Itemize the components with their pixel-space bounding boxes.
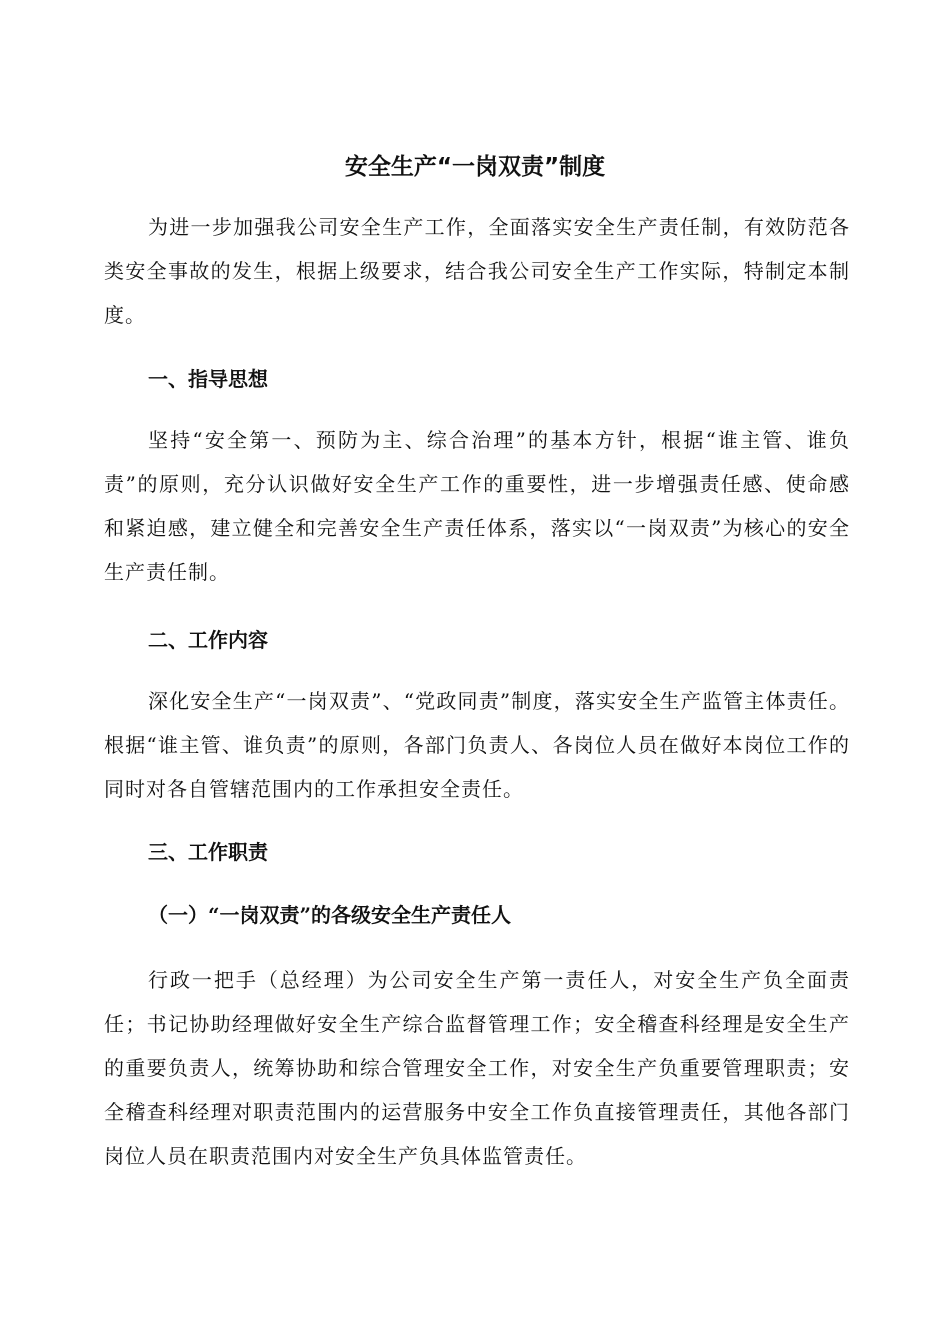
subsection-heading-responsible-persons: （一）“一岗双责”的各级安全生产责任人 (148, 903, 512, 927)
section-heading-work-content: 二、工作内容 (148, 628, 268, 652)
section-body-guiding-ideology: 坚持“安全第一、预防为主、综合治理”的基本方针，根据“谁主管、谁负责”的原则，充分认识做好安全生产工作的重要性，进一步增强责任感、使命感和紧迫感，建立健全和完善安全生产责任体系，落实以“一岗双责”为核心的安全生产责任制。 (104, 428, 850, 584)
section-heading-work-duties: 三、工作职责 (148, 840, 268, 864)
section-heading-guiding-ideology: 一、指导思想 (148, 367, 268, 391)
intro-paragraph: 为进一步加强我公司安全生产工作，全面落实安全生产责任制，有效防范各类安全事故的发生，根据上级要求，结合我公司安全生产工作实际，特制定本制度。 (104, 215, 850, 327)
section-body-work-duties: 行政一把手（总经理）为公司安全生产第一责任人，对安全生产负全面责任；书记协助经理做好安全生产综合监督管理工作；安全稽查科经理是安全生产的重要负责人，统筹协助和综合管理安全工作，对安全生产负重要管理职责；安全稽查科经理对职责范围内的运营服务中安全工作负直接管理责任，其他各部门岗位人员在职责范围内对安全生产负具体监管责任。 (104, 968, 850, 1168)
document-title: 安全生产“一岗双责”制度 (344, 154, 606, 180)
section-body-work-content: 深化安全生产“一岗双责”、“党政同责”制度，落实安全生产监管主体责任。根据“谁主管、谁负责”的原则，各部门负责人、各岗位人员在做好本岗位工作的同时对各自管辖范围内的工作承担安全责任。 (104, 689, 850, 801)
